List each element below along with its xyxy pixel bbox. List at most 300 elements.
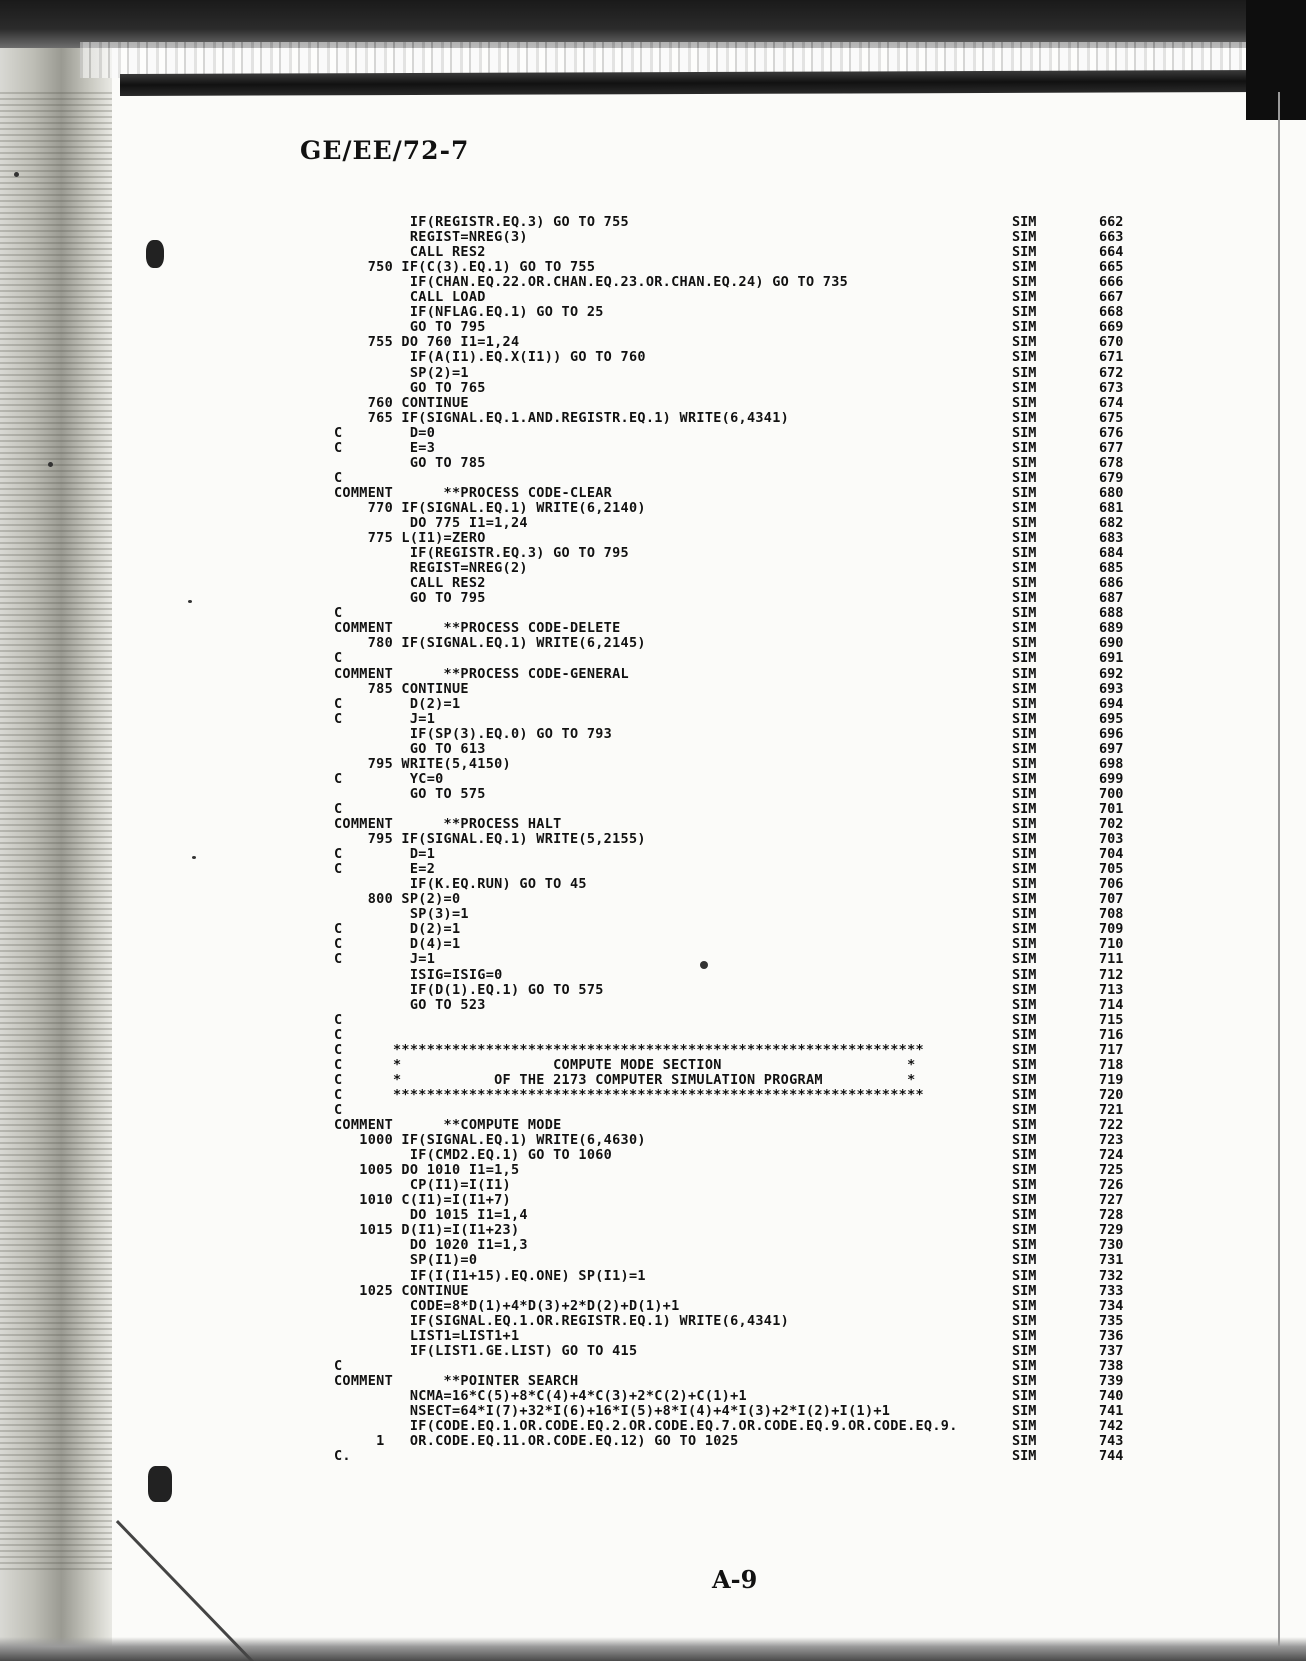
sequence-number: 723 bbox=[1099, 1132, 1124, 1149]
program-tag: SIM bbox=[1012, 650, 1037, 667]
listing-line bbox=[0, 666, 1306, 682]
code-statement: GO TO 613 bbox=[334, 740, 486, 757]
program-tag: SIM bbox=[1012, 1026, 1037, 1043]
sequence-number: 732 bbox=[1099, 1267, 1124, 1284]
code-statement: GO TO 765 bbox=[334, 379, 486, 396]
code-statement: IF(I(I1+15).EQ.ONE) SP(I1)=1 bbox=[334, 1267, 646, 1284]
code-statement: 755 DO 760 I1=1,24 bbox=[334, 334, 520, 351]
scan-bottom-edge bbox=[0, 1637, 1306, 1661]
program-tag: SIM bbox=[1012, 1448, 1037, 1465]
sequence-number: 685 bbox=[1099, 560, 1124, 577]
program-tag: SIM bbox=[1012, 710, 1037, 727]
program-tag: SIM bbox=[1012, 364, 1037, 381]
code-statement: C D=0 bbox=[334, 424, 436, 441]
code-statement: 765 IF(SIGNAL.EQ.1.AND.REGISTR.EQ.1) WRITE(6,4341) bbox=[334, 409, 790, 426]
code-statement: C * OF THE 2173 COMPUTER SIMULATION PROGRAM * bbox=[334, 1071, 916, 1088]
listing-line bbox=[0, 545, 1306, 561]
sequence-number: 707 bbox=[1099, 891, 1124, 908]
program-tag: SIM bbox=[1012, 620, 1037, 637]
listing-line bbox=[0, 650, 1306, 666]
listing-line bbox=[0, 395, 1306, 411]
code-statement: IF(NFLAG.EQ.1) GO TO 25 bbox=[334, 304, 604, 321]
program-tag: SIM bbox=[1012, 560, 1037, 577]
program-tag: SIM bbox=[1012, 1387, 1037, 1404]
listing-line bbox=[0, 1102, 1306, 1118]
sequence-number: 725 bbox=[1099, 1162, 1124, 1179]
program-tag: SIM bbox=[1012, 1252, 1037, 1269]
code-statement: COMMENT **POINTER SEARCH bbox=[334, 1372, 579, 1389]
code-statement: C bbox=[334, 800, 343, 817]
sequence-number: 699 bbox=[1099, 770, 1124, 787]
program-tag: SIM bbox=[1012, 424, 1037, 441]
program-tag: SIM bbox=[1012, 891, 1037, 908]
listing-line bbox=[0, 831, 1306, 847]
program-tag: SIM bbox=[1012, 499, 1037, 516]
page-number: A-9 bbox=[712, 1565, 758, 1594]
code-statement: C bbox=[334, 605, 343, 622]
code-statement: REGIST=NREG(2) bbox=[334, 560, 528, 577]
sequence-number: 698 bbox=[1099, 755, 1124, 772]
code-statement: GO TO 575 bbox=[334, 785, 486, 802]
listing-line bbox=[0, 876, 1306, 892]
listing-line bbox=[0, 274, 1306, 290]
program-tag: SIM bbox=[1012, 1222, 1037, 1239]
sequence-number: 711 bbox=[1099, 951, 1124, 968]
code-statement: IF(SP(3).EQ.0) GO TO 793 bbox=[334, 725, 613, 742]
code-statement: C D=1 bbox=[334, 846, 436, 863]
code-statement: LIST1=LIST1+1 bbox=[334, 1327, 520, 1344]
sequence-number: 710 bbox=[1099, 936, 1124, 953]
listing-line bbox=[0, 620, 1306, 636]
program-tag: SIM bbox=[1012, 861, 1037, 878]
program-tag: SIM bbox=[1012, 680, 1037, 697]
listing-line bbox=[0, 1087, 1306, 1103]
program-tag: SIM bbox=[1012, 785, 1037, 802]
sequence-number: 689 bbox=[1099, 620, 1124, 637]
sequence-number: 726 bbox=[1099, 1177, 1124, 1194]
listing-line bbox=[0, 1207, 1306, 1223]
code-statement: 760 CONTINUE bbox=[334, 394, 469, 411]
code-statement: C D(2)=1 bbox=[334, 695, 461, 712]
sequence-number: 724 bbox=[1099, 1147, 1124, 1164]
binding-hole-mark bbox=[148, 1466, 172, 1502]
sequence-number: 735 bbox=[1099, 1312, 1124, 1329]
listing-line bbox=[0, 440, 1306, 456]
code-statement: C *************************************************************** bbox=[334, 1041, 924, 1058]
sequence-number: 692 bbox=[1099, 665, 1124, 682]
code-statement: SP(I1)=0 bbox=[334, 1252, 478, 1269]
sequence-number: 662 bbox=[1099, 214, 1124, 230]
listing-line bbox=[0, 1252, 1306, 1268]
sequence-number: 666 bbox=[1099, 274, 1124, 291]
program-tag: SIM bbox=[1012, 966, 1037, 983]
scan-speck bbox=[14, 172, 19, 177]
listing-line bbox=[0, 741, 1306, 757]
sequence-number: 693 bbox=[1099, 680, 1124, 697]
code-statement: 770 IF(SIGNAL.EQ.1) WRITE(6,2140) bbox=[334, 499, 646, 516]
program-tag: SIM bbox=[1012, 484, 1037, 501]
program-tag: SIM bbox=[1012, 1297, 1037, 1314]
sequence-number: 664 bbox=[1099, 244, 1124, 261]
listing-line bbox=[0, 1283, 1306, 1299]
code-statement: COMMENT **COMPUTE MODE bbox=[334, 1117, 562, 1133]
program-tag: SIM bbox=[1012, 1433, 1037, 1450]
listing-line bbox=[0, 1117, 1306, 1133]
program-tag: SIM bbox=[1012, 1056, 1037, 1073]
sequence-number: 718 bbox=[1099, 1056, 1124, 1073]
listing-line bbox=[0, 711, 1306, 727]
sequence-number: 736 bbox=[1099, 1327, 1124, 1344]
listing-line bbox=[0, 861, 1306, 877]
program-tag: SIM bbox=[1012, 816, 1037, 832]
code-statement: GO TO 785 bbox=[334, 454, 486, 471]
listing-line bbox=[0, 590, 1306, 606]
binding-shadow-bar bbox=[120, 70, 1270, 96]
sequence-number: 678 bbox=[1099, 454, 1124, 471]
program-tag: SIM bbox=[1012, 831, 1037, 848]
program-tag: SIM bbox=[1012, 1117, 1037, 1133]
listing-line bbox=[0, 214, 1306, 230]
program-tag: SIM bbox=[1012, 846, 1037, 863]
code-statement: C bbox=[334, 650, 343, 667]
sequence-number: 690 bbox=[1099, 635, 1124, 652]
program-tag: SIM bbox=[1012, 936, 1037, 953]
scan-top-edge bbox=[0, 0, 1306, 48]
sequence-number: 705 bbox=[1099, 861, 1124, 878]
listing-line bbox=[0, 1343, 1306, 1359]
code-statement: C. bbox=[334, 1448, 351, 1465]
program-tag: SIM bbox=[1012, 635, 1037, 652]
code-statement: IF(K.EQ.RUN) GO TO 45 bbox=[334, 876, 587, 893]
program-tag: SIM bbox=[1012, 439, 1037, 456]
listing-line bbox=[0, 425, 1306, 441]
program-tag: SIM bbox=[1012, 1237, 1037, 1254]
listing-line bbox=[0, 410, 1306, 426]
listing-line bbox=[0, 635, 1306, 651]
code-statement: C bbox=[334, 1026, 343, 1043]
sequence-number: 737 bbox=[1099, 1342, 1124, 1359]
program-tag: SIM bbox=[1012, 1192, 1037, 1209]
program-tag: SIM bbox=[1012, 575, 1037, 592]
program-tag: SIM bbox=[1012, 921, 1037, 938]
program-tag: SIM bbox=[1012, 951, 1037, 968]
code-statement: COMMENT **PROCESS CODE-DELETE bbox=[334, 620, 621, 637]
sequence-number: 739 bbox=[1099, 1372, 1124, 1389]
sequence-number: 738 bbox=[1099, 1357, 1124, 1374]
sequence-number: 679 bbox=[1099, 469, 1124, 486]
program-tag: SIM bbox=[1012, 1086, 1037, 1103]
sequence-number: 691 bbox=[1099, 650, 1124, 667]
program-tag: SIM bbox=[1012, 214, 1037, 230]
listing-line bbox=[0, 560, 1306, 576]
code-statement: COMMENT **PROCESS CODE-CLEAR bbox=[334, 484, 613, 501]
code-statement: C E=2 bbox=[334, 861, 436, 878]
program-tag: SIM bbox=[1012, 1342, 1037, 1359]
listing-line bbox=[0, 1298, 1306, 1314]
listing-line bbox=[0, 1132, 1306, 1148]
program-tag: SIM bbox=[1012, 740, 1037, 757]
code-statement: 1 OR.CODE.EQ.11.OR.CODE.EQ.12) GO TO 1025 bbox=[334, 1433, 739, 1450]
sequence-number: 668 bbox=[1099, 304, 1124, 321]
sequence-number: 719 bbox=[1099, 1071, 1124, 1088]
program-tag: SIM bbox=[1012, 755, 1037, 772]
sequence-number: 713 bbox=[1099, 981, 1124, 998]
code-statement: 1010 C(I1)=I(I1+7) bbox=[334, 1192, 511, 1209]
code-statement: IF(CHAN.EQ.22.OR.CHAN.EQ.23.OR.CHAN.EQ.24) GO TO 735 bbox=[334, 274, 849, 291]
code-statement: IF(D(1).EQ.1) GO TO 575 bbox=[334, 981, 604, 998]
listing-line bbox=[0, 575, 1306, 591]
program-tag: SIM bbox=[1012, 229, 1037, 246]
program-tag: SIM bbox=[1012, 1071, 1037, 1088]
listing-line bbox=[0, 319, 1306, 335]
code-statement: IF(REGISTR.EQ.3) GO TO 795 bbox=[334, 545, 629, 562]
code-statement: GO TO 523 bbox=[334, 996, 486, 1013]
sequence-number: 680 bbox=[1099, 484, 1124, 501]
sequence-number: 700 bbox=[1099, 785, 1124, 802]
listing-line bbox=[0, 786, 1306, 802]
program-tag: SIM bbox=[1012, 530, 1037, 547]
code-statement: IF(REGISTR.EQ.3) GO TO 755 bbox=[334, 214, 629, 230]
listing-line bbox=[0, 906, 1306, 922]
sequence-number: 684 bbox=[1099, 545, 1124, 562]
code-statement: 1000 IF(SIGNAL.EQ.1) WRITE(6,4630) bbox=[334, 1132, 646, 1149]
sequence-number: 676 bbox=[1099, 424, 1124, 441]
program-tag: SIM bbox=[1012, 304, 1037, 321]
program-tag: SIM bbox=[1012, 545, 1037, 562]
listing-line bbox=[0, 1072, 1306, 1088]
code-statement: GO TO 795 bbox=[334, 319, 486, 336]
code-statement: 785 CONTINUE bbox=[334, 680, 469, 697]
code-statement: 795 IF(SIGNAL.EQ.1) WRITE(5,2155) bbox=[334, 831, 646, 848]
code-statement: C bbox=[334, 1011, 343, 1028]
program-tag: SIM bbox=[1012, 1177, 1037, 1194]
listing-line bbox=[0, 1403, 1306, 1419]
code-statement: 1015 D(I1)=I(I1+23) bbox=[334, 1222, 520, 1239]
code-statement: C bbox=[334, 1357, 343, 1374]
program-tag: SIM bbox=[1012, 800, 1037, 817]
listing-line bbox=[0, 289, 1306, 305]
listing-line bbox=[0, 1328, 1306, 1344]
code-statement: IF(LIST1.GE.LIST) GO TO 415 bbox=[334, 1342, 638, 1359]
program-tag: SIM bbox=[1012, 319, 1037, 336]
listing-line bbox=[0, 1418, 1306, 1434]
program-tag: SIM bbox=[1012, 259, 1037, 276]
program-tag: SIM bbox=[1012, 1132, 1037, 1149]
sequence-number: 665 bbox=[1099, 259, 1124, 276]
program-tag: SIM bbox=[1012, 1041, 1037, 1058]
program-tag: SIM bbox=[1012, 244, 1037, 261]
sequence-number: 722 bbox=[1099, 1117, 1124, 1133]
code-statement: SP(3)=1 bbox=[334, 906, 469, 923]
code-statement: 1005 DO 1010 I1=1,5 bbox=[334, 1162, 520, 1179]
listing-line bbox=[0, 244, 1306, 260]
code-statement: IF(CODE.EQ.1.OR.CODE.EQ.2.OR.CODE.EQ.7.OR.CODE.EQ.9.OR.CODE.EQ.9. bbox=[334, 1418, 958, 1434]
listing-line bbox=[0, 681, 1306, 697]
listing-line bbox=[0, 485, 1306, 501]
program-tag: SIM bbox=[1012, 665, 1037, 682]
listing-line bbox=[0, 1433, 1306, 1449]
sequence-number: 708 bbox=[1099, 906, 1124, 923]
program-tag: SIM bbox=[1012, 1327, 1037, 1344]
program-tag: SIM bbox=[1012, 906, 1037, 923]
sequence-number: 740 bbox=[1099, 1387, 1124, 1404]
sequence-number: 667 bbox=[1099, 289, 1124, 306]
sequence-number: 683 bbox=[1099, 530, 1124, 547]
sequence-number: 727 bbox=[1099, 1192, 1124, 1209]
sequence-number: 697 bbox=[1099, 740, 1124, 757]
program-tag: SIM bbox=[1012, 409, 1037, 426]
code-statement: 1025 CONTINUE bbox=[334, 1282, 469, 1299]
sequence-number: 730 bbox=[1099, 1237, 1124, 1254]
listing-line bbox=[0, 1448, 1306, 1464]
program-tag: SIM bbox=[1012, 379, 1037, 396]
program-tag: SIM bbox=[1012, 1372, 1037, 1389]
listing-line bbox=[0, 726, 1306, 742]
listing-line bbox=[0, 1222, 1306, 1238]
listing-line bbox=[0, 1147, 1306, 1163]
program-tag: SIM bbox=[1012, 394, 1037, 411]
program-tag: SIM bbox=[1012, 1011, 1037, 1028]
code-statement: C J=1 bbox=[334, 710, 436, 727]
sequence-number: 744 bbox=[1099, 1448, 1124, 1465]
sequence-number: 706 bbox=[1099, 876, 1124, 893]
sequence-number: 716 bbox=[1099, 1026, 1124, 1043]
sequence-number: 671 bbox=[1099, 349, 1124, 366]
listing-line bbox=[0, 951, 1306, 967]
listing-line bbox=[0, 1177, 1306, 1193]
sequence-number: 715 bbox=[1099, 1011, 1124, 1028]
sequence-number: 704 bbox=[1099, 846, 1124, 863]
program-tag: SIM bbox=[1012, 605, 1037, 622]
listing-line bbox=[0, 1027, 1306, 1043]
sequence-number: 729 bbox=[1099, 1222, 1124, 1239]
code-statement: 775 L(I1)=ZERO bbox=[334, 530, 486, 547]
code-statement: DO 1015 I1=1,4 bbox=[334, 1207, 528, 1224]
sequence-number: 712 bbox=[1099, 966, 1124, 983]
code-statement: DO 775 I1=1,24 bbox=[334, 515, 528, 531]
sequence-number: 709 bbox=[1099, 921, 1124, 938]
sequence-number: 742 bbox=[1099, 1418, 1124, 1434]
code-statement: NCMA=16*C(5)+8*C(4)+4*C(3)+2*C(2)+C(1)+1 bbox=[334, 1387, 747, 1404]
listing-line bbox=[0, 816, 1306, 832]
sequence-number: 694 bbox=[1099, 695, 1124, 712]
listing-line bbox=[0, 997, 1306, 1013]
listing-line bbox=[0, 229, 1306, 245]
program-tag: SIM bbox=[1012, 1162, 1037, 1179]
sequence-number: 681 bbox=[1099, 499, 1124, 516]
program-tag: SIM bbox=[1012, 725, 1037, 742]
code-statement: 750 IF(C(3).EQ.1) GO TO 755 bbox=[334, 259, 596, 276]
sequence-number: 701 bbox=[1099, 800, 1124, 817]
program-tag: SIM bbox=[1012, 695, 1037, 712]
code-statement: 795 WRITE(5,4150) bbox=[334, 755, 511, 772]
code-statement: CALL LOAD bbox=[334, 289, 486, 306]
program-tag: SIM bbox=[1012, 334, 1037, 351]
program-tag: SIM bbox=[1012, 1357, 1037, 1374]
listing-line bbox=[0, 891, 1306, 907]
sequence-number: 703 bbox=[1099, 831, 1124, 848]
listing-line bbox=[0, 380, 1306, 396]
listing-line bbox=[0, 530, 1306, 546]
code-statement: C E=3 bbox=[334, 439, 436, 456]
sequence-number: 688 bbox=[1099, 605, 1124, 622]
listing-line bbox=[0, 470, 1306, 486]
listing-line bbox=[0, 756, 1306, 772]
sequence-number: 720 bbox=[1099, 1086, 1124, 1103]
code-statement: C D(4)=1 bbox=[334, 936, 461, 953]
code-statement: C * COMPUTE MODE SECTION * bbox=[334, 1056, 916, 1073]
listing-line bbox=[0, 605, 1306, 621]
code-statement: REGIST=NREG(3) bbox=[334, 229, 528, 246]
program-tag: SIM bbox=[1012, 996, 1037, 1013]
code-statement: C bbox=[334, 469, 343, 486]
program-tag: SIM bbox=[1012, 1282, 1037, 1299]
sequence-number: 714 bbox=[1099, 996, 1124, 1013]
listing-line bbox=[0, 515, 1306, 531]
program-tag: SIM bbox=[1012, 1267, 1037, 1284]
scan-corner-shadow bbox=[1246, 0, 1306, 120]
listing-line bbox=[0, 967, 1306, 983]
code-statement: DO 1020 I1=1,3 bbox=[334, 1237, 528, 1254]
program-tag: SIM bbox=[1012, 1312, 1037, 1329]
listing-line bbox=[0, 1373, 1306, 1389]
program-tag: SIM bbox=[1012, 1101, 1037, 1118]
listing-line bbox=[0, 696, 1306, 712]
sequence-number: 733 bbox=[1099, 1282, 1124, 1299]
code-statement: C YC=0 bbox=[334, 770, 444, 787]
sequence-number: 702 bbox=[1099, 816, 1124, 832]
code-statement: C *************************************************************** bbox=[334, 1086, 924, 1103]
listing-line bbox=[0, 500, 1306, 516]
program-tag: SIM bbox=[1012, 981, 1037, 998]
program-tag: SIM bbox=[1012, 289, 1037, 306]
code-statement: IF(CMD2.EQ.1) GO TO 1060 bbox=[334, 1147, 613, 1164]
code-statement: ISIG=ISIG=0 bbox=[334, 966, 503, 983]
listing-line bbox=[0, 304, 1306, 320]
code-statement: COMMENT **PROCESS HALT bbox=[334, 816, 562, 832]
program-tag: SIM bbox=[1012, 876, 1037, 893]
sequence-number: 728 bbox=[1099, 1207, 1124, 1224]
listing-line bbox=[0, 349, 1306, 365]
listing-line bbox=[0, 921, 1306, 937]
code-statement: C bbox=[334, 1101, 343, 1118]
sequence-number: 687 bbox=[1099, 590, 1124, 607]
code-statement: CP(I1)=I(I1) bbox=[334, 1177, 511, 1194]
program-tag: SIM bbox=[1012, 590, 1037, 607]
sequence-number: 731 bbox=[1099, 1252, 1124, 1269]
listing-line bbox=[0, 1162, 1306, 1178]
listing-line bbox=[0, 259, 1306, 275]
code-statement: CALL RES2 bbox=[334, 575, 486, 592]
listing-line bbox=[0, 455, 1306, 471]
program-tag: SIM bbox=[1012, 515, 1037, 531]
sequence-number: 721 bbox=[1099, 1101, 1124, 1118]
sequence-number: 717 bbox=[1099, 1041, 1124, 1058]
sequence-number: 686 bbox=[1099, 575, 1124, 592]
code-statement: CALL RES2 bbox=[334, 244, 486, 261]
document-id: GE/EE/72-7 bbox=[300, 136, 470, 165]
sequence-number: 734 bbox=[1099, 1297, 1124, 1314]
listing-line bbox=[0, 846, 1306, 862]
program-tag: SIM bbox=[1012, 1418, 1037, 1434]
program-tag: SIM bbox=[1012, 1207, 1037, 1224]
sequence-number: 672 bbox=[1099, 364, 1124, 381]
code-statement: 780 IF(SIGNAL.EQ.1) WRITE(6,2145) bbox=[334, 635, 646, 652]
listing-line bbox=[0, 334, 1306, 350]
listing-line bbox=[0, 1042, 1306, 1058]
listing-line bbox=[0, 982, 1306, 998]
listing-line bbox=[0, 936, 1306, 952]
